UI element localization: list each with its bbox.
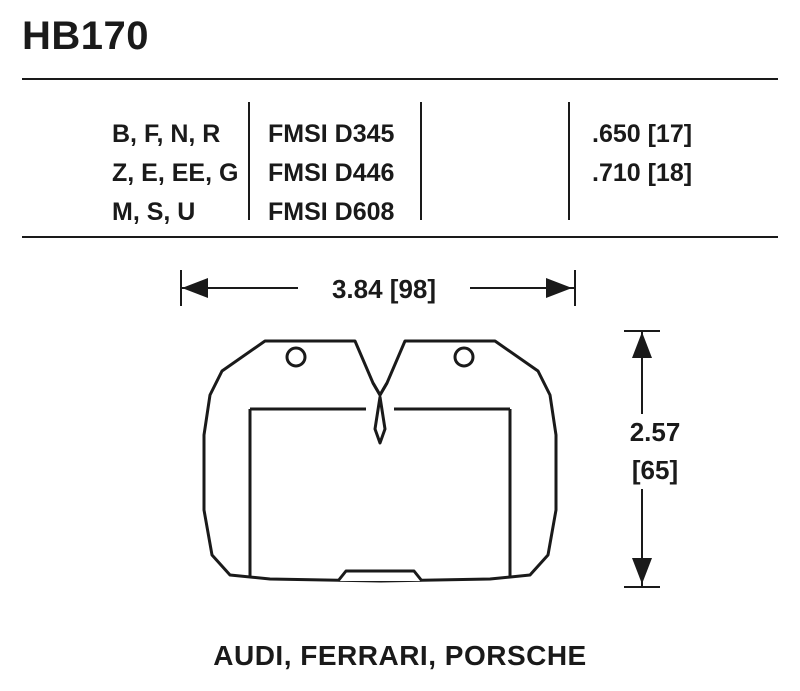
- pad-bottom-tab: [338, 571, 422, 581]
- arrow-up-icon: [632, 332, 652, 358]
- height-dimension: [622, 330, 681, 588]
- compound-row-1: B, F, N, R: [112, 120, 221, 148]
- table-divider-3: [568, 102, 570, 220]
- pin-hole-right: [455, 348, 473, 366]
- fmsi-row-2: FMSI D446: [268, 159, 395, 187]
- arrow-left-icon: [182, 278, 208, 298]
- arrow-right-icon: [546, 278, 572, 298]
- height-label-line-1: 2.57: [629, 417, 681, 447]
- pad-outline: [204, 341, 556, 581]
- brake-pad-drawing: [170, 325, 590, 595]
- table-divider-2: [420, 102, 422, 220]
- spec-table: [22, 90, 778, 230]
- compound-row-3: M, S, U: [112, 198, 196, 226]
- divider-bottom: [22, 236, 778, 238]
- compound-row-2: Z, E, EE, G: [112, 159, 239, 187]
- arrow-down-icon: [632, 558, 652, 584]
- page-title: HB170: [22, 14, 150, 58]
- height-dimension-label: [610, 414, 700, 489]
- height-extension-bottom: [624, 586, 660, 588]
- fmsi-row-3: FMSI D608: [268, 198, 395, 226]
- thickness-row-2: .710 [18]: [592, 159, 693, 187]
- vehicle-applications: AUDI, FERRARI, PORSCHE: [213, 640, 587, 671]
- width-dimension: [180, 268, 576, 308]
- width-dimension-label: 3.84 [98]: [298, 274, 470, 305]
- width-extension-right: [574, 270, 576, 306]
- thickness-row-1: .650 [17]: [592, 120, 693, 148]
- table-divider-1: [248, 102, 250, 220]
- height-label-line-2: [65]: [631, 454, 679, 485]
- fmsi-row-1: FMSI D345: [268, 120, 395, 148]
- pin-hole-left: [287, 348, 305, 366]
- divider-top: [22, 78, 778, 80]
